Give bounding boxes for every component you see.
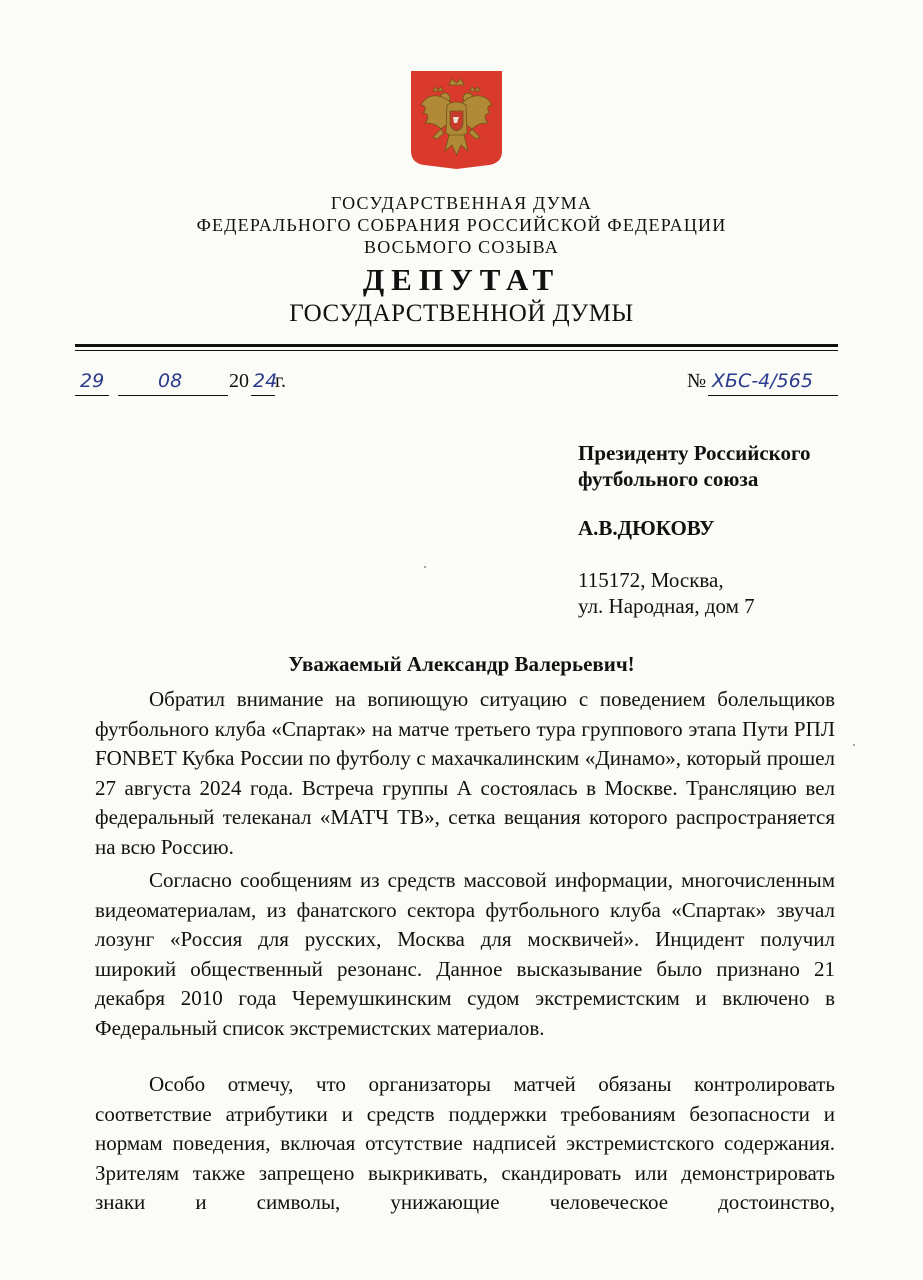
number-label: № xyxy=(687,370,707,392)
addressee-address-2: ул. Народная, дом 7 xyxy=(578,594,755,618)
header-line-1: ГОСУДАРСТВЕННАЯ ДУМА xyxy=(330,193,593,213)
russian-coat-of-arms-icon xyxy=(411,71,502,169)
date-year-suffix: 24 xyxy=(253,370,278,392)
addressee-address-1: 115172, Москва, xyxy=(578,568,724,592)
paragraph-1: Обратил внимание на вопиющую ситуацию с поведением болельщиков футбольного клуба «Спартак» на матче третьего тура группового этапа Пути РПЛ FONBET Кубка России по футболу с махачкалинским «Динамо», который прошел 27 августа 2024 года. Встреча группы А состоялась в Москве. Трансляцию вел федеральный телеканал «МАТЧ ТВ», сетка вещания которого распространяется на всю Россию. xyxy=(95,687,835,859)
number-value: ХБС-4/565 xyxy=(712,370,813,392)
header-line-2: ФЕДЕРАЛЬНОГО СОБРАНИЯ РОССИЙСКОЙ ФЕДЕРАЦИИ xyxy=(196,215,727,235)
header-rule-thin xyxy=(75,350,838,351)
addressee-position-1: Президенту Российского xyxy=(578,441,811,465)
header-rule-thick xyxy=(75,344,838,347)
document-subtitle: ГОСУДАРСТВЕННОЙ ДУМЫ xyxy=(289,300,634,327)
date-year-prefix: 20 xyxy=(229,370,249,392)
document-title: ДЕПУТАТ xyxy=(362,262,561,297)
paragraph-3: Особо отмечу, что организаторы матчей обязаны контролировать соответствие атрибутики и средств поддержки требованиям безопасности и нормам поведения, включая отсутствие надписей экстремистского содержания. Зрителям также запрещено выкрикивать, скандировать или демонстрировать знаки и символы, унижающие человеческое достоинство, xyxy=(95,1072,835,1214)
addressee-name: А.В.ДЮКОВУ xyxy=(578,516,715,540)
addressee-position-2: футбольного союза xyxy=(578,467,759,491)
salutation: Уважаемый Александр Валерьевич! xyxy=(288,652,635,676)
scan-speck xyxy=(853,744,855,746)
date-day: 29 xyxy=(80,370,105,392)
scan-speck xyxy=(424,566,426,568)
header-line-3: ВОСЬМОГО СОЗЫВА xyxy=(364,237,559,257)
date-suffix: г. xyxy=(275,370,286,392)
date-month: 08 xyxy=(158,370,183,392)
paragraph-2: Согласно сообщениям из средств массовой информации, многочисленным видеоматериалам, из фанатского сектора футбольного клуба «Спартак» звучал лозунг «Россия для русских, Москва для москвичей». Инцидент получил широкий общественный резонанс. Данное высказывание было признано 21 декабря 2010 года Черемушкинским судом экстремистским и включено в Федеральный список экстремистских материалов. xyxy=(95,868,835,1040)
